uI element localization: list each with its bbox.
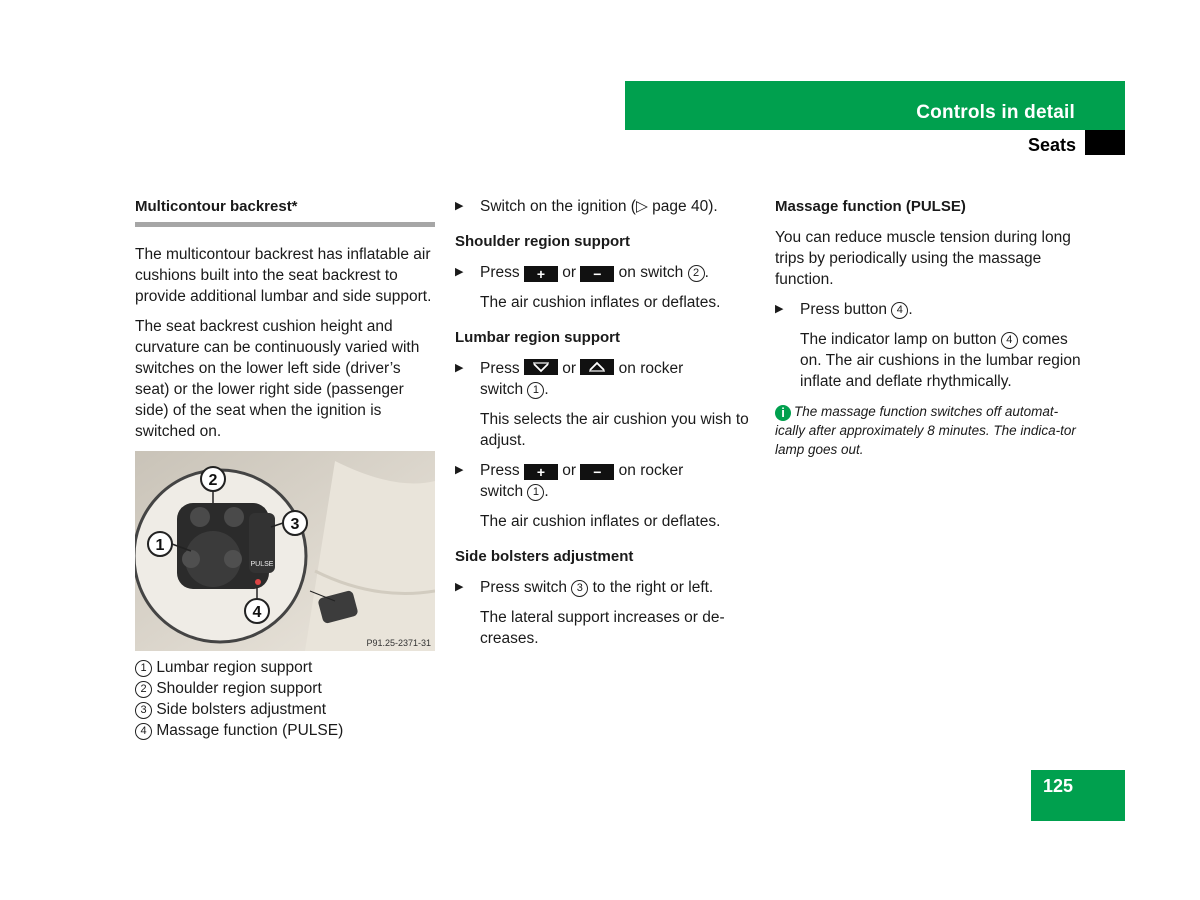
svg-text:4: 4 bbox=[252, 604, 262, 621]
heading-rule bbox=[135, 222, 435, 227]
svg-text:1: 1 bbox=[155, 537, 165, 554]
step-side-bolsters: ▶ Press switch 3 to the right or left. bbox=[455, 579, 714, 596]
heading-shoulder: Shoulder region support bbox=[455, 233, 630, 250]
step-arrow-icon: ▶ bbox=[455, 464, 464, 476]
svg-text:2: 2 bbox=[208, 472, 218, 489]
step-arrow-icon: ▶ bbox=[775, 303, 784, 315]
callout-2 bbox=[201, 467, 225, 491]
callout-4 bbox=[245, 599, 269, 623]
paragraph-switches: The seat backrest cushion height and curvature can be continuously varied with switches on the lower left side (driver’s seat) or the lower right side (passenger side) of the seat when the ignition is switched on. bbox=[135, 318, 420, 440]
step-massage: ▶ Press button 4 . bbox=[775, 301, 913, 318]
callout-3 bbox=[283, 511, 307, 535]
plus-key-icon: + bbox=[524, 266, 558, 282]
side-bolsters-result: The lateral support increases or de-creases. bbox=[480, 609, 725, 647]
seat-switch-figure bbox=[135, 451, 435, 651]
lumbar-inflate-result: The air cushion inflates or deflates. bbox=[480, 513, 721, 530]
chevron-down-key-icon bbox=[524, 359, 558, 375]
step-arrow-icon: ▶ bbox=[455, 581, 464, 593]
header-marker bbox=[1085, 130, 1125, 155]
step-arrow-icon: ▶ bbox=[455, 362, 464, 374]
step-shoulder: ▶ Press + or − on switch 2 . bbox=[455, 264, 709, 282]
column-2 bbox=[455, 196, 755, 658]
step-lumbar-select: ▶ Press or on rocker switch 1 . bbox=[455, 360, 684, 398]
paragraph-intro: The multicontour backrest has inflatable air cushions built into the seat backrest to provide additional lumbar and side support. bbox=[135, 246, 432, 305]
heading-massage: Massage function (PULSE) bbox=[775, 198, 966, 215]
legend-item-2: 2 Shoulder region support bbox=[135, 678, 435, 699]
step-arrow-icon: ▶ bbox=[455, 266, 464, 278]
page-number-box bbox=[1031, 770, 1125, 821]
heading-side-bolsters: Side bolsters adjustment bbox=[455, 548, 634, 565]
callout-1 bbox=[148, 532, 172, 556]
lumbar-select-result: This selects the air cushion you wish to adjust. bbox=[480, 411, 749, 449]
section-title: Controls in detail bbox=[916, 102, 1075, 123]
shoulder-result: The air cushion inflates or deflates. bbox=[480, 294, 721, 311]
heading-multicontour: Multicontour backrest* bbox=[135, 198, 298, 215]
minus-key-icon: − bbox=[580, 266, 614, 282]
column-3 bbox=[775, 196, 1085, 459]
info-note: i The massage function switches off automat-ically after approximately 8 minutes. The indica-tor lamp goes out. bbox=[775, 404, 1076, 457]
pulse-button-label: PULSE bbox=[250, 561, 274, 568]
massage-result: The indicator lamp on button 4 comes on. The air cushions in the lumbar region inflate and deflate rhythmically. bbox=[800, 331, 1081, 390]
plus-key-icon: + bbox=[524, 464, 558, 480]
figure-code: P91.25-2371-31 bbox=[366, 638, 431, 648]
page-ref-icon: ▷ bbox=[635, 198, 648, 215]
legend-item-3: 3 Side bolsters adjustment bbox=[135, 699, 435, 720]
chevron-up-key-icon bbox=[580, 359, 614, 375]
page-number: 125 bbox=[1042, 776, 1074, 796]
heading-lumbar: Lumbar region support bbox=[455, 329, 620, 346]
minus-key-icon: − bbox=[580, 464, 614, 480]
step-arrow-icon: ▶ bbox=[455, 200, 464, 212]
seat-switch-illustration bbox=[135, 451, 435, 651]
svg-text:3: 3 bbox=[290, 516, 300, 533]
step-ignition: ▶ Switch on the ignition (▷ page 40). bbox=[455, 198, 718, 215]
paragraph-massage: You can reduce muscle tension during long trips by periodically using the massage function. bbox=[775, 229, 1071, 288]
info-icon: i bbox=[775, 405, 791, 421]
legend-item-4: 4 Massage function (PULSE) bbox=[135, 720, 435, 741]
legend-item-1: 1 Lumbar region support bbox=[135, 657, 435, 678]
step-lumbar-inflate: ▶ Press + or − on rocker switch 1 . bbox=[455, 462, 684, 500]
header-bar bbox=[625, 81, 1125, 130]
column-1 bbox=[135, 196, 435, 741]
subsection-title: Seats bbox=[1027, 135, 1076, 155]
